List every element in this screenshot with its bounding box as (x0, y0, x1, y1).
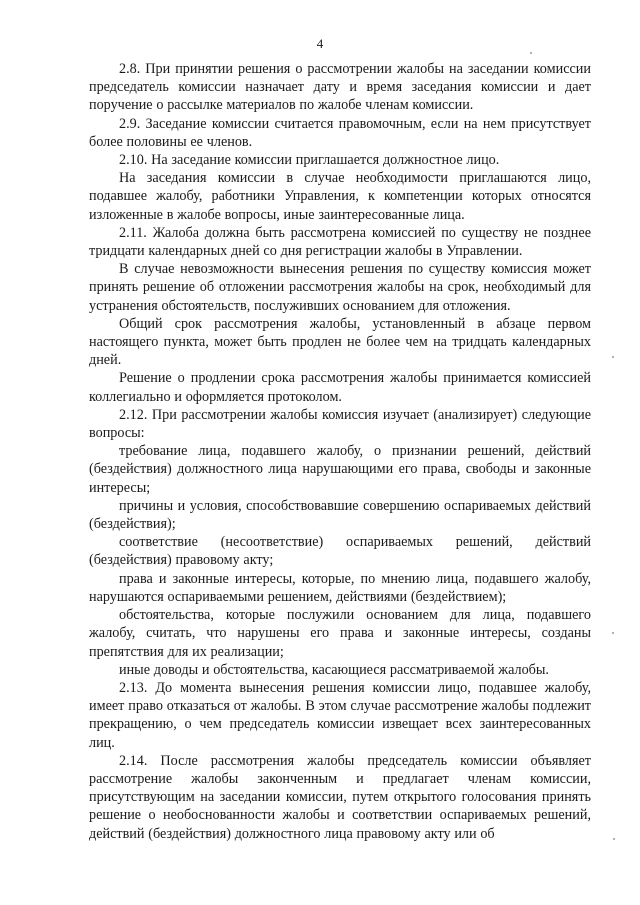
paragraph-2-12: 2.12. При рассмотрении жалобы комиссия изучает (анализирует) следующие вопросы: (89, 406, 591, 442)
scan-speck (612, 632, 614, 634)
paragraph-2-13: 2.13. До момента вынесения решения комиссии лицо, подавшее жалобу, имеет право отказаться от жалобы. В этом случае рассмотрение жалобы подлежит прекращению, о чем председатель комиссии извещает всех заинтересованных лиц. (89, 679, 591, 751)
list-item-compliance: соответствие (несоответствие) оспариваемых решений, действий (бездействия) правовому акту; (89, 534, 591, 569)
paragraph-2-9: 2.9. Заседание комиссии считается правомочным, если на нем присутствует более половины ее членов. (89, 115, 591, 150)
list-item-causes: причины и условия, способствовавшие совершению оспариваемых действий (бездействия); (89, 497, 591, 533)
paragraph-2-10: 2.10. На заседание комиссии приглашается должностное лицо. (119, 152, 500, 169)
paragraph-2-11-extension: Общий срок рассмотрения жалобы, установленный в абзаце первом настоящего пункта, может быть продлен не более чем на тридцать календарных дней. (89, 315, 591, 369)
paragraph-2-11: 2.11. Жалоба должна быть рассмотрена комиссией по существу не позднее тридцати календарных дней со дня регистрации жалобы в Управлении. (89, 224, 591, 260)
page-number: 4 (316, 36, 324, 51)
paragraph-2-11-postponement: В случае невозможности вынесения решения по существу комиссия может принять решение об отложении рассмотрения жалобы на срок, необходимый для устранения обстоятельств, послуживших основанием для отложения. (89, 261, 591, 314)
scan-speck (612, 356, 614, 358)
list-item-other-arguments: иные доводы и обстоятельства, касающиеся рассматриваемой жалобы. (119, 661, 549, 678)
paragraph-2-10-invitees: На заседания комиссии в случае необходимости приглашаются лицо, подавшее жалобу, работники Управления, к компетенции которых относятся изложенные в жалобе вопросы, иные заинтересованные лица. (89, 170, 591, 223)
document-body (89, 60, 591, 843)
paragraph-2-14: 2.14. После рассмотрения жалобы председатель комиссии объявляет рассмотрение жалобы законченным и предлагает членам комиссии, присутствующим на заседании комиссии, путем открытого голосования принять решение о необоснованности жалобы и соответствии оспариваемых решений, действий (бездействия) должностного лица правовому акту или об (89, 752, 591, 842)
paragraph-2-11-protocol: Решение о продлении срока рассмотрения жалобы принимается комиссией коллегиально и оформляется протоколом. (89, 370, 591, 405)
paragraph-2-8: 2.8. При принятии решения о рассмотрении жалобы на заседании комиссии председатель комиссии назначает дату и время заседания комиссии и дает поручение о рассылке материалов по жалобе членам комиссии. (89, 61, 591, 114)
scan-speck (613, 838, 615, 840)
list-item-requirement: требование лица, подавшего жалобу, о признании решений, действий (бездействия) должностного лица нарушающими его права, свободы и законные интересы; (89, 443, 591, 496)
list-item-rights: права и законные интересы, которые, по мнению лица, подавшего жалобу, нарушаются оспариваемыми решением, действиями (бездействием); (89, 570, 591, 605)
list-item-circumstances: обстоятельства, которые послужили основанием для лица, подавшего жалобу, считать, что нарушены его права и законные интересы, созданы препятствия для их реализации; (89, 607, 591, 660)
scan-speck (530, 52, 532, 54)
